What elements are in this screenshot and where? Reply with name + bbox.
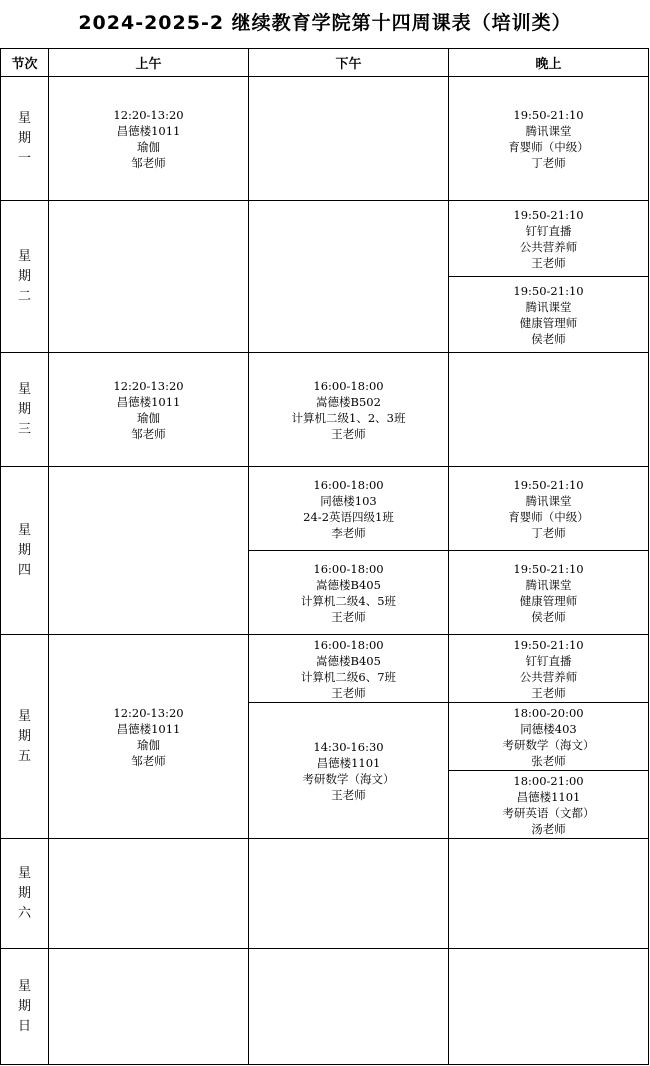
session-thu-morning (48, 466, 249, 635)
day-label-fri: 星 期 五 (0, 634, 49, 839)
session-wed-afternoon: 16:00-18:00 嵩德楼B502 计算机二级1、2、3班 王老师 (248, 352, 449, 467)
session-fri-morning: 12:20-13:20 昌德楼1011 瑜伽 邹老师 (48, 634, 249, 839)
session-wed-evening (448, 352, 649, 467)
session-tue-afternoon (248, 200, 449, 353)
session-sun-morning (48, 948, 249, 1065)
page-title: 2024-2025-2 继续教育学院第十四周课表（培训类） (78, 12, 572, 34)
session-tue-evening-1: 19:50-21:10 钉钉直播 公共营养师 王老师 (448, 200, 649, 277)
schedule-table (0, 48, 650, 1065)
session-thu-afternoon-2: 16:00-18:00 嵩德楼B405 计算机二级4、5班 王老师 (248, 550, 449, 635)
session-sat-morning (48, 838, 249, 949)
session-sat-afternoon (248, 838, 449, 949)
session-fri-evening-2: 18:00-20:00 同德楼403 考研数学（海文） 张老师 (448, 702, 649, 771)
session-mon-afternoon (248, 76, 449, 201)
session-fri-afternoon-1: 16:00-18:00 嵩德楼B405 计算机二级6、7班 王老师 (248, 634, 449, 703)
header-morning: 上午 (48, 48, 249, 77)
session-fri-evening-1: 19:50-21:10 钉钉直播 公共营养师 王老师 (448, 634, 649, 703)
session-fri-afternoon-2: 14:30-16:30 昌德楼1101 考研数学（海文） 王老师 (248, 702, 449, 839)
session-mon-evening: 19:50-21:10 腾讯课堂 育婴师（中级） 丁老师 (448, 76, 649, 201)
day-label-tue: 星 期 二 (0, 200, 49, 353)
session-sun-evening (448, 948, 649, 1065)
day-label-sat: 星 期 六 (0, 838, 49, 949)
session-mon-morning: 12:20-13:20 昌德楼1011 瑜伽 邹老师 (48, 76, 249, 201)
session-thu-evening-2: 19:50-21:10 腾讯课堂 健康管理师 侯老师 (448, 550, 649, 635)
day-label-sun: 星 期 日 (0, 948, 49, 1065)
day-label-wed: 星 期 三 (0, 352, 49, 467)
session-tue-evening-2: 19:50-21:10 腾讯课堂 健康管理师 侯老师 (448, 276, 649, 353)
header-evening: 晚上 (448, 48, 649, 77)
session-thu-evening-1: 19:50-21:10 腾讯课堂 育婴师（中级） 丁老师 (448, 466, 649, 551)
session-wed-morning: 12:20-13:20 昌德楼1011 瑜伽 邹老师 (48, 352, 249, 467)
session-fri-evening-3: 18:00-21:00 昌德楼1101 考研英语（文都） 汤老师 (448, 770, 649, 839)
session-sat-evening (448, 838, 649, 949)
session-thu-afternoon-1: 16:00-18:00 同德楼103 24-2英语四级1班 李老师 (248, 466, 449, 551)
day-label-thu: 星 期 四 (0, 466, 49, 635)
header-period: 节次 (0, 48, 49, 77)
day-label-mon: 星 期 一 (0, 76, 49, 201)
header-afternoon: 下午 (248, 48, 449, 77)
session-sun-afternoon (248, 948, 449, 1065)
session-tue-morning (48, 200, 249, 353)
